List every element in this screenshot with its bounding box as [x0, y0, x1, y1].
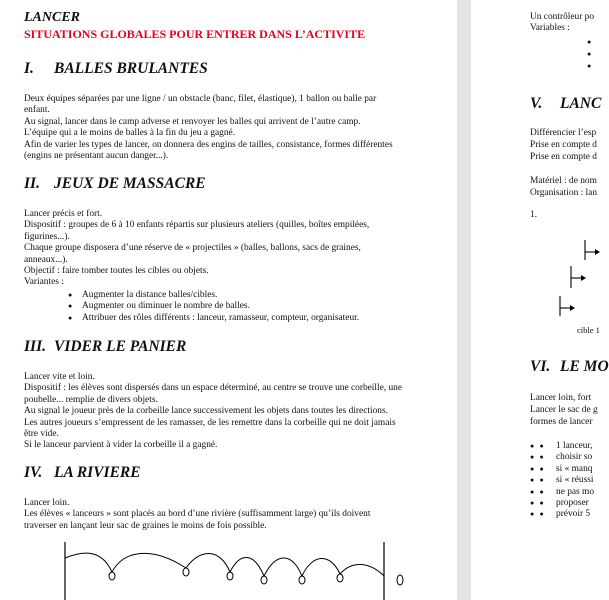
- list-item: ● ● 1 lanceur,: [530, 441, 593, 451]
- page-gutter: [457, 0, 471, 600]
- bullet-dot: ●: [587, 62, 592, 71]
- target-label: cible 1: [577, 325, 600, 335]
- text-line: Organisation : lan: [530, 188, 598, 198]
- bag-landing-mark: [183, 568, 189, 576]
- section-title: LE MO: [560, 358, 609, 375]
- text-line: Variables :: [530, 23, 570, 33]
- section-title: JEUX DE MASSACRE: [54, 175, 206, 192]
- text-line: Prise en compte d: [530, 140, 597, 150]
- text-line: Prise en compte d: [530, 152, 597, 162]
- paragraph: L’équipe qui a le moins de balles à la fin du jeu a gagné.: [24, 128, 236, 139]
- paragraph: Lancer vite et loin.: [24, 372, 95, 382]
- bag-landing-mark: [397, 575, 403, 585]
- text-line: Matériel : de nom: [530, 176, 597, 186]
- section-heading-1: [24, 60, 208, 78]
- section-number: III.: [24, 338, 46, 355]
- paragraph: Objectif : faire tomber toutes les cibles ou objets.: [24, 266, 209, 277]
- list-item-text: 1 lanceur,: [556, 441, 593, 451]
- list-item: ● Augmenter la distance balles/cibles.: [68, 290, 402, 301]
- paragraph: Au signal le joueur près de la corbeille lance successivement les objets dans toutes les directions. Les autres joueurs s’empressent de les ramasser, de les remettre dans la corbeille qui ne doit jamais être vide.: [24, 406, 396, 440]
- paragraph: Les élèves « lanceurs » sont placés au bord d’une rivière (suffisamment large) qu’ils doivent traverser en lançant leur sac de graines le moins de fois possible.: [24, 509, 371, 531]
- bullet-dot: ●: [587, 50, 592, 59]
- paragraph: Lancer loin.: [24, 498, 70, 508]
- document-subtitle: SITUATIONS GLOBALES POUR ENTRER DANS L’ACTIVITE: [24, 27, 366, 41]
- section-body-2: [24, 209, 402, 324]
- section-title: LA RIVIERE: [54, 464, 141, 481]
- list-item-text: si « manq: [556, 463, 593, 474]
- arrow-head: [595, 249, 600, 255]
- paragraph: Dispositif : les élèves sont dispersés dans un espace déterminé, au centre se trouve une corbeille, une poubelle... remplie de divers objets.: [24, 383, 403, 405]
- list-item-text: si « réussi: [556, 475, 594, 486]
- section-heading-6: [530, 358, 609, 376]
- list-item: ● ● prévoir 5: [530, 509, 591, 520]
- document-page-right: [471, 0, 609, 600]
- section-number: V.: [530, 95, 543, 112]
- variables-bullets: [587, 36, 591, 73]
- bullet-dot: ●: [587, 38, 592, 46]
- list-item: ● Augmenter ou diminuer le nombre de balles.: [68, 301, 402, 312]
- section-title: LANC: [560, 95, 602, 112]
- text-line: Différencier l’esp: [530, 128, 597, 138]
- list-item: ● ● si « manq: [530, 463, 593, 474]
- bag-landing-mark: [337, 574, 343, 582]
- method-list: [530, 441, 594, 521]
- bag-landing-mark: [227, 572, 233, 580]
- section-body-4: [24, 498, 402, 532]
- bag-landing-mark: [109, 572, 115, 580]
- text-line: Un contrôleur po: [530, 12, 595, 22]
- section-heading-2: [24, 175, 206, 193]
- river-diagram: [40, 538, 420, 600]
- paragraph: Afin de varier les types de lancer, on donnera des engins de tailles, consistance, formes différentes (engins ne présentant aucun danger...).: [24, 139, 393, 162]
- variants-list: [68, 290, 402, 324]
- bag-landing-mark: [261, 576, 267, 584]
- list-item-text: choisir so: [556, 452, 593, 463]
- list-item: ● ● choisir so: [530, 452, 593, 463]
- section-heading-3: [24, 338, 186, 356]
- paragraph: Dispositif : groupes de 6 à 10 enfants répartis sur plusieurs ateliers (quilles, boîtes empilées, figurines...).: [24, 220, 370, 242]
- section-number: I.: [24, 60, 34, 77]
- section-body-1: [24, 94, 402, 162]
- text-line: Lancer le sac de g: [530, 405, 598, 415]
- paragraph: Si le lanceur parvient à vider la corbeille il a gagné.: [24, 440, 218, 451]
- text-line: Lancer loin, fort: [530, 393, 592, 403]
- paragraph: Lancer précis et fort.: [24, 209, 103, 219]
- paragraph: Deux équipes séparées par une ligne / un obstacle (banc, filet, élastique), 1 ballon ou balle par enfant.: [24, 94, 377, 116]
- text-line: formes de lancer: [530, 417, 593, 427]
- list-item: ● ● ne pas mo: [530, 486, 595, 497]
- section-body-3: [24, 372, 402, 452]
- document-title: LANCER: [24, 10, 81, 25]
- targets-diagram: [551, 236, 600, 320]
- list-item: ● Attribuer des rôles différents : lanceur, ramasseur, compteur, organisateur.: [68, 313, 402, 324]
- list-item-text: ne pas mo: [556, 486, 595, 497]
- list-item: ● ● proposer: [530, 498, 589, 509]
- list-item-text: proposer: [556, 498, 589, 509]
- arrow-head: [570, 305, 575, 311]
- section-number: IV.: [24, 464, 43, 481]
- arrow-head: [581, 275, 586, 281]
- list-item: ● ● si « réussi: [530, 475, 594, 486]
- list-item-text: prévoir 5: [556, 509, 591, 520]
- section-heading-5: [530, 95, 601, 113]
- section-title: VIDER LE PANIER: [54, 338, 187, 355]
- section-number: II.: [24, 175, 40, 192]
- section-title: BALLES BRULANTES: [54, 60, 208, 77]
- paragraph: Au signal, lancer dans le camp adverse et renvoyer les balles qui arrivent de l’autre camp.: [24, 116, 361, 127]
- paragraph: Chaque groupe disposera d’une réserve de « projectiles » (balles, ballons, sacs de graines, anneaux...).: [24, 243, 361, 265]
- paragraph: Variantes :: [24, 277, 64, 288]
- section-number: VI.: [530, 358, 551, 375]
- list-number: 1.: [530, 210, 538, 220]
- section-heading-4: [24, 464, 141, 482]
